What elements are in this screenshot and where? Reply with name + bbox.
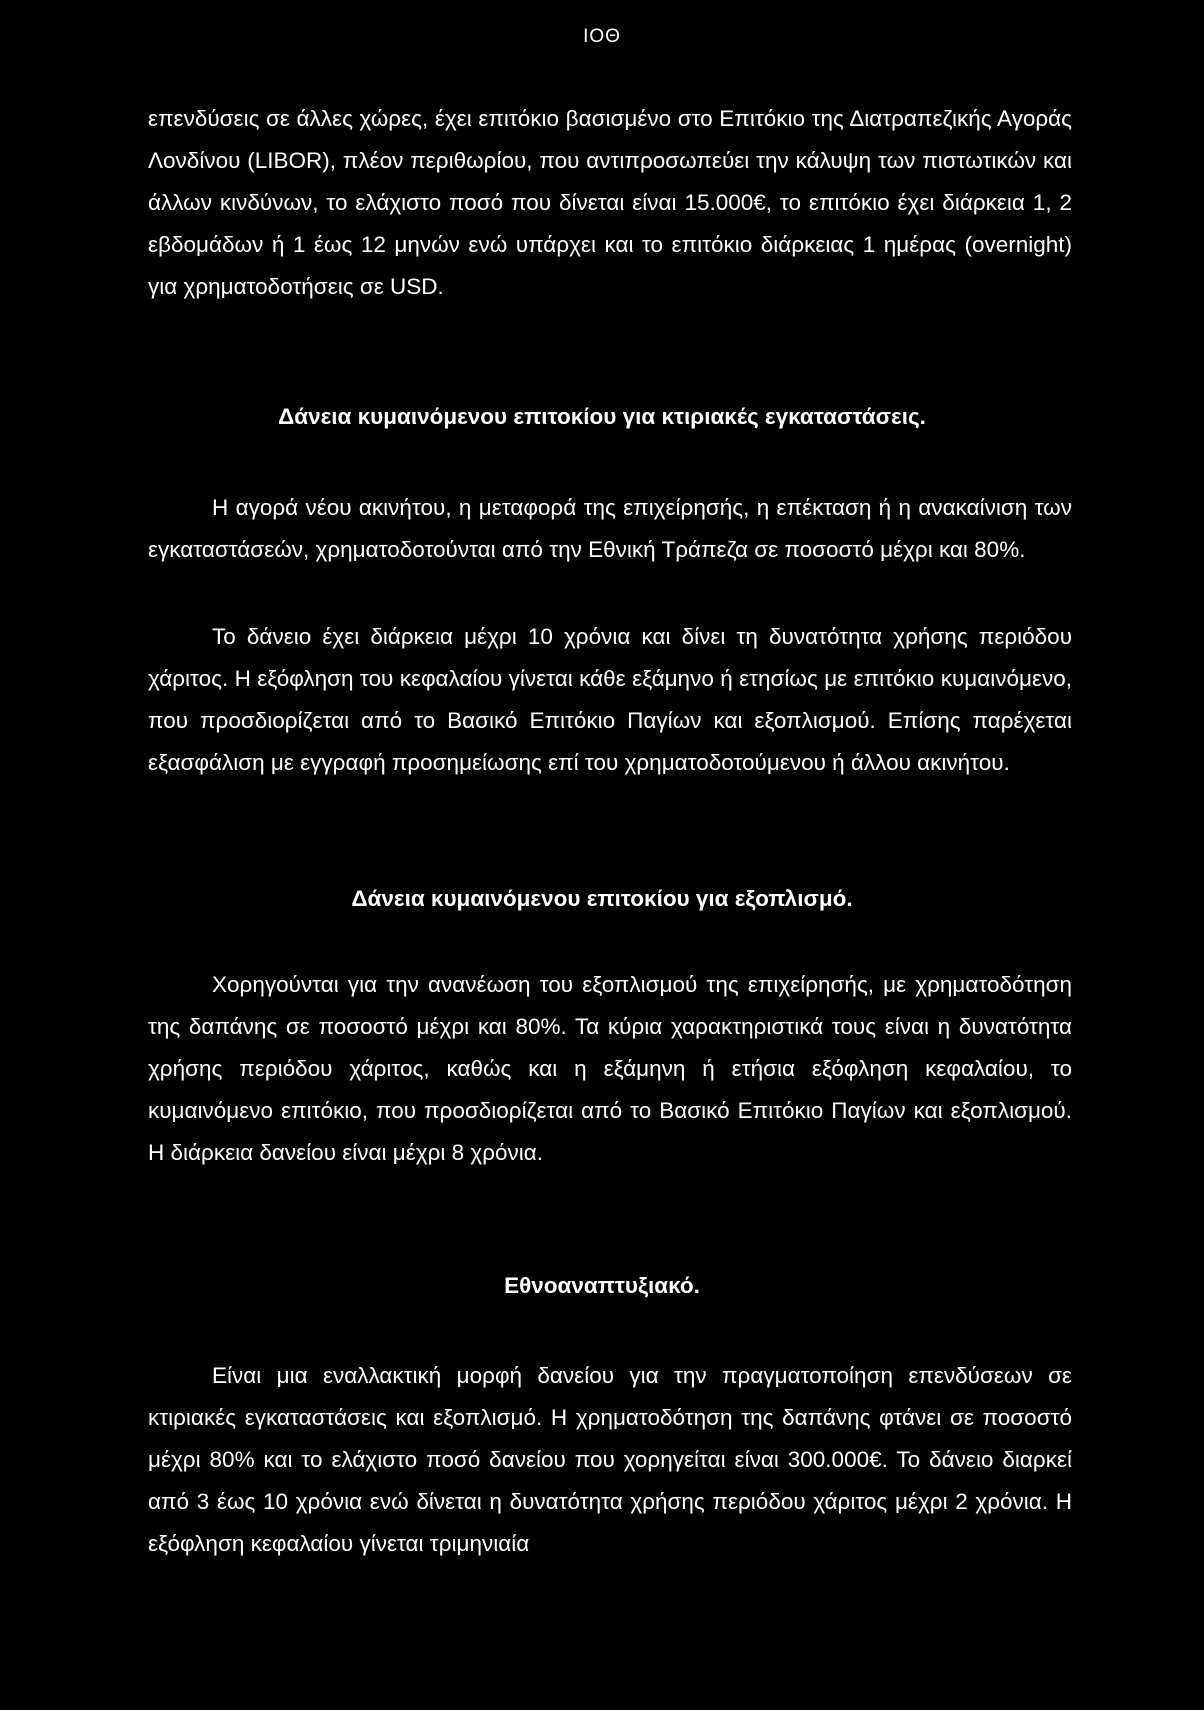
paragraph-equipment-loans: Χορηγούνται για την ανανέωση του εξοπλισμού της επιχείρησής, με χρηματοδότηση της δαπάνης σε ποσοστό μέχρι και 80%. Τα κύρια χαρακτηριστικά τους είναι η δυνατότητα χρήσης περιόδου χάριτος, καθώς και η εξάμηνη ή ετήσια εξόφληση κεφαλαίου, το κυμαινόμενο επιτόκιο, που προσδιορίζεται από το Βασικό Επιτόκιο Παγίων και εξοπλισμού. Η διάρκεια δανείου είναι μέχρι 8 χρόνια.	[148, 972, 1072, 1165]
paragraph-libor-loans: επενδύσεις σε άλλες χώρες, έχει επιτόκιο βασισμένο στο Επιτόκιο της Διατραπεζικής Αγοράς Λονδίνου (LIBOR), πλέον περιθωρίου, που αντιπροσωπεύει την κάλυψη των πιστωτικών και άλλων κινδύνων, το ελάχιστο ποσό που δίνεται είναι 15.000€, το επιτόκιο έχει διάρκεια 1, 2 εβδομάδων ή 1 έως 12 μηνών ενώ υπάρχει και το επιτόκιο διάρκειας 1 ημέρας (overnight) για χρηματοδοτήσεις σε USD.	[148, 106, 1072, 299]
section-heading-building-loans: Δάνεια κυμαινόμενου επιτοκίου για κτιριακές εγκαταστάσεις.	[278, 404, 926, 429]
section-heading-equipment-loans: Δάνεια κυμαινόμενου επιτοκίου για εξοπλισμό.	[351, 886, 853, 911]
paragraph-building-loan-terms: Το δάνειο έχει διάρκεια μέχρι 10 χρόνια και δίνει τη δυνατότητα χρήσης περιόδου χάριτος. Η εξόφληση του κεφαλαίου γίνεται κάθε εξάμηνο ή ετησίως με επιτόκιο κυμαινόμενο, που προσδιορίζεται από το Βασικό Επιτόκιο Παγίων και εξοπλισμού. Επίσης παρέχεται εξασφάλιση με εγγραφή προσημείωσης επί του χρηματοδοτούμενου ή άλλου ακινήτου.	[148, 624, 1072, 775]
section-heading-ethnoanaptyxiako: Εθνοαναπτυξιακό.	[504, 1273, 700, 1298]
paragraph-ethnoanaptyxiako: Είναι μια εναλλακτική μορφή δανείου για την πραγματοποίηση επενδύσεων σε κτιριακές εγκαταστάσεις και εξοπλισμό. Η χρηματοδότηση της δαπάνης φτάνει σε ποσοστό μέχρι 80% και το ελάχιστο ποσό δανείου που χορηγείται είναι 300.000€. Το δάνειο διαρκεί από 3 έως 10 χρόνια ενώ δίνεται η δυνατότητα χρήσης περιόδου χάριτος μέχρι 2 χρόνια. Η εξόφληση κεφαλαίου γίνεται τριμηνιαία	[148, 1363, 1072, 1556]
page-number: ΙΟΘ	[583, 26, 621, 47]
paragraph-building-financing: Η αγορά νέου ακινήτου, η μεταφορά της επιχείρησής, η επέκταση ή η ανακαίνιση των εγκαταστάσεών, χρηματοδοτούνται από την Εθνική Τράπεζα σε ποσοστό μέχρι και 80%.	[148, 495, 1072, 562]
